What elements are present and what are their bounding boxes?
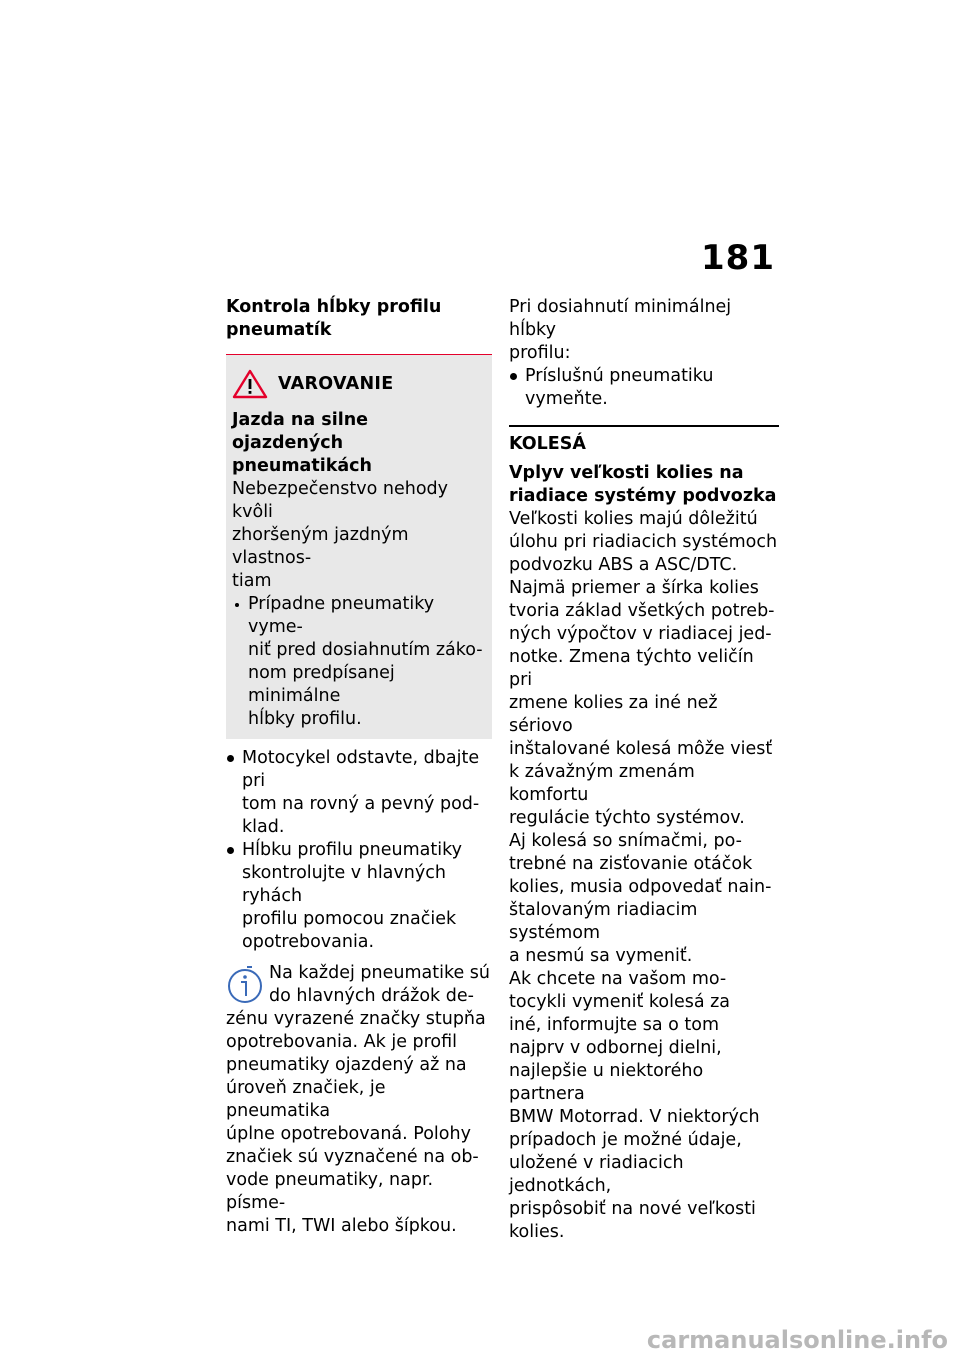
- list-item: Motocykel odstavte, dbajte pri tom na rovný a pevný pod- klad.: [226, 747, 492, 839]
- warning-box: [226, 354, 492, 739]
- warning-triangle-icon: [232, 369, 268, 399]
- warning-bullet-list: [232, 593, 484, 731]
- left-column: [226, 296, 492, 1238]
- section-divider: [509, 425, 779, 456]
- page-number: 181: [701, 238, 775, 278]
- paragraph-sensor-wheels: Aj kolesá so snímačmi, po- trebné na zisťovanie otáčok kolies, musia odpovedať nain- štalovaným riadiacim systémom a nesmú sa vymeniť.: [509, 831, 772, 966]
- paragraph-wheel-size: Veľkosti kolies majú dôležitú úlohu pri riadiacich systémoch podvozku ABS a ASC/DTC. Najmä priemer a šírka kolies tvoria základ všetkých potreb- ných výpočtov v riadiacej jed- notke. Zmena týchto veličín pri zmene kolies za iné než sériovo inštalované kolesá môže viesť k závažným zmenám komfortu regulácie týchto systémov.: [509, 509, 778, 828]
- warning-text: Nebezpečenstvo nehody kvôli zhoršeným jazdným vlastnos- tiam: [232, 479, 448, 591]
- info-icon: [226, 964, 264, 1004]
- replace-list: [509, 365, 779, 411]
- paragraph-replace-wheels: Ak chcete na vašom mo- tocykli vymeniť kolesá za iné, informujte sa o tom najprv v odbornej dielni, najlepšie u niektorého partnera BMW Motorrad. V niektorých prípadoch je možné údaje, uložené v riadiacich jednotkách, prispôsobiť na nové veľkosti kolies.: [509, 969, 760, 1242]
- section-heading-tread-depth: Kontrola hĺbky profilu pneumatík: [226, 297, 442, 340]
- info-note: Na každej pneumatike sú do hlavných drážok de- zénu vyrazené značky stupňa opotrebovania. Ak je profil pneumatiky ojazdený až na úroveň značiek, je pneumatika úplne opotrebovaná. Polohy značiek sú vyznačené na ob- vode pneumatiky, napr. písme- nami TI, TWI alebo šípkou.: [226, 963, 491, 1236]
- instruction-list: [226, 747, 492, 954]
- intro-text: Pri dosiahnutí minimálnej hĺbky profilu:: [509, 297, 732, 363]
- warning-heading: Jazda na silne ojazdených pneumatikách: [232, 410, 372, 476]
- list-item: Hĺbku profilu pneumatiky skontrolujte v hlavných ryhách profilu pomocou značiek opotrebovania.: [226, 839, 492, 954]
- right-column: [509, 296, 779, 1244]
- subheading-wheel-size: Vplyv veľkosti kolies na riadiace systémy podvozka: [509, 463, 777, 506]
- watermark-text: carmanualsonline.info: [646, 1326, 948, 1354]
- section-title-wheels: KOLESÁ: [509, 434, 586, 454]
- list-item: Príslušnú pneumatiku vymeňte.: [509, 365, 779, 411]
- list-item: Prípadne pneumatiky vyme- niť pred dosiahnutím záko- nom predpísanej minimálne hĺbky profilu.: [232, 593, 484, 731]
- warning-label: VAROVANIE: [278, 374, 394, 394]
